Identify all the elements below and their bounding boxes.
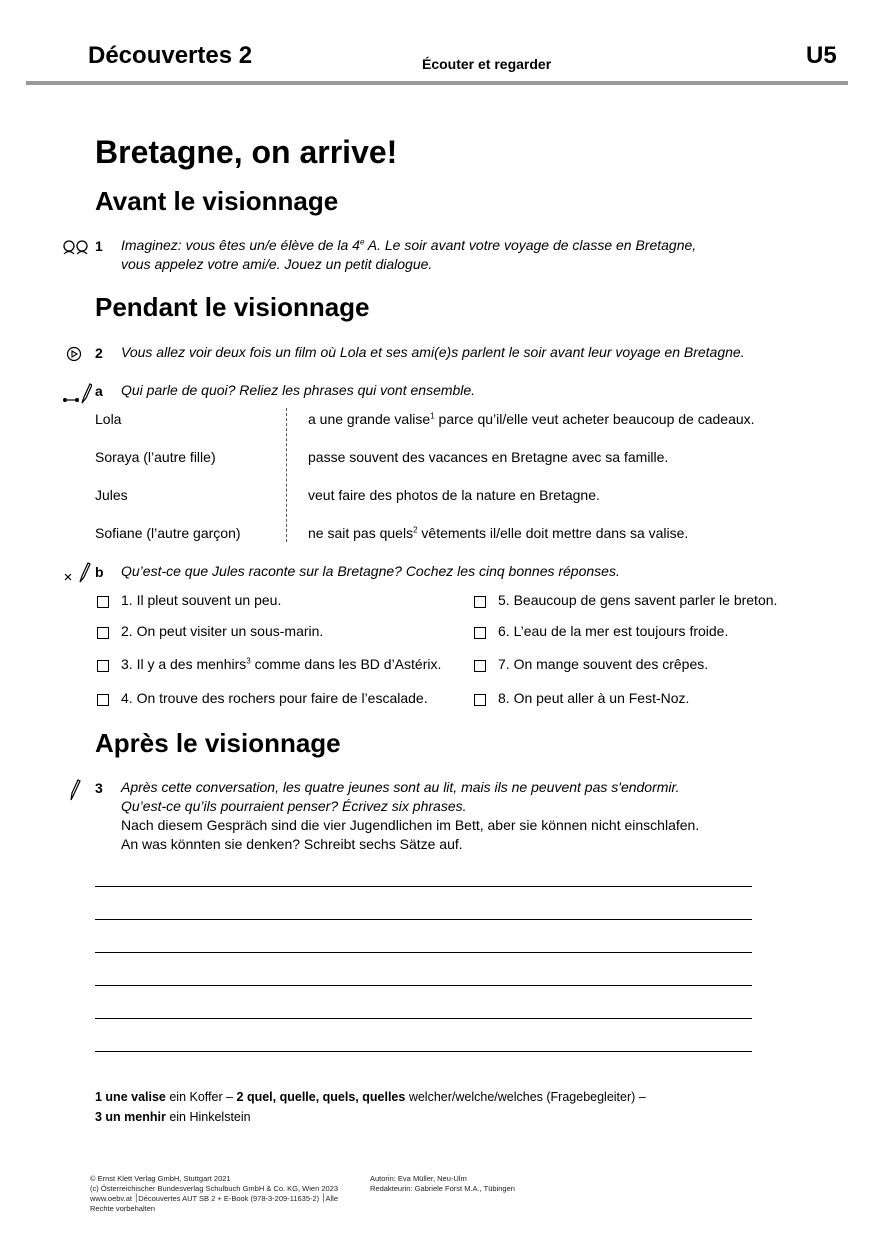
match-phrase: a une grande valise$^1$ parce qu’il/elle veut acheter beaucoup de cadeaux. xyxy=(308,411,755,427)
answer-option: 5. Beaucoup de gens savent parler le breton. xyxy=(498,592,778,608)
answer-checkbox[interactable] xyxy=(97,694,109,706)
answer-writing-line[interactable] xyxy=(95,985,752,986)
exercise-2a-instruction: Qui parle de quoi? Reliez les phrases qui vont ensemble. xyxy=(121,382,476,398)
answer-option: 7. On mange souvent des crêpes. xyxy=(498,656,709,672)
page-title: Bretagne, on arrive! xyxy=(95,134,398,170)
connect-pencil-icon xyxy=(62,381,92,405)
match-name: Lola xyxy=(95,411,122,427)
pencil-icon xyxy=(68,778,82,802)
answer-checkbox[interactable] xyxy=(474,660,486,672)
answer-option: 2. On peut visiter un sous-marin. xyxy=(121,623,324,639)
answer-option: 6. L’eau de la mer est toujours froide. xyxy=(498,623,729,639)
footnotes-line-1: 1 une valise ein Koffer – 2 quel, quelle, quels, quelles welcher/welche/welches (Fragebegleiter) – xyxy=(95,1090,646,1104)
answer-option: 1. Il pleut souvent un peu. xyxy=(121,592,282,608)
tick-pencil-icon xyxy=(62,562,92,584)
exercise-number-1: 1 xyxy=(95,238,103,254)
answer-checkbox[interactable] xyxy=(474,694,486,706)
dashed-divider xyxy=(286,408,287,542)
header-title: Découvertes 2 xyxy=(88,42,253,69)
exercise-2b-instruction: Qu’est-ce que Jules raconte sur la Bretagne? Cochez les cinq bonnes réponses. xyxy=(121,563,620,579)
exercise-2b-letter: b xyxy=(95,564,104,580)
match-phrase: veut faire des photos de la nature en Bretagne. xyxy=(308,487,600,503)
footnotes-line-2: 3 un menhir ein Hinkelstein xyxy=(95,1110,251,1124)
match-name: Jules xyxy=(95,487,128,503)
match-name: Soraya (l’autre fille) xyxy=(95,449,216,465)
header-subtitle: Écouter et regarder xyxy=(422,56,552,72)
answer-writing-line[interactable] xyxy=(95,919,752,920)
section-heading-apres: Après le visionnage xyxy=(95,728,341,758)
exercise-2a-letter: a xyxy=(95,383,103,399)
answer-checkbox[interactable] xyxy=(97,596,109,608)
answer-writing-line[interactable] xyxy=(95,1018,752,1019)
exercise-number-2: 2 xyxy=(95,345,103,361)
author-credits: Autorin: Eva Müller, Neu-Ulm Redakteurin: Gabriele Forst M.A., Tübingen xyxy=(370,1174,515,1193)
exercise-3-instruction-de: Nach diesem Gespräch sind die vier Jugendlichen im Bett, aber sie können nicht einschlafen. An was könnten sie denken? Schreibt sechs Sätze auf. xyxy=(121,817,700,852)
exercise-3-instruction-fr: Après cette conversation, les quatre jeunes sont au lit, mais ils ne peuvent pas s'endormir. Qu’est-ce qu’ils pourraient penser? Écrivez six phrases. xyxy=(121,779,680,814)
answer-checkbox[interactable] xyxy=(97,627,109,639)
answer-option: 3. Il y a des menhirs$^3$ comme dans les BD d’Astérix. xyxy=(121,656,442,672)
exercise-1-instruction: Imaginez: vous êtes un/e élève de la 4e A. Le soir avant votre voyage de classe en Bretagne, vous appelez votre ami/e. Jouez un petit dialogue. xyxy=(121,237,697,272)
match-phrase: passe souvent des vacances en Bretagne avec sa famille. xyxy=(308,449,669,465)
answer-writing-line[interactable] xyxy=(95,1051,752,1052)
video-play-icon xyxy=(66,346,82,362)
exercise-number-3: 3 xyxy=(95,780,103,796)
header-divider xyxy=(26,81,848,85)
exercise-2-instruction: Vous allez voir deux fois un film où Lola et ses ami(e)s parlent le soir avant leur voyage en Bretagne. xyxy=(121,344,745,360)
copyright-notice: © Ernst Klett Verlag GmbH, Stuttgart 2021 (c) Österreichischer Bundesverlag Schulbuch GmbH & Co. KG, Wien 2023 www.oebv.at ׀Découvertes AUT SB 2 + E-Book (978-3-209-11635-2) ׀Alle Rechte vorbehalten xyxy=(90,1174,339,1213)
section-heading-pendant: Pendant le visionnage xyxy=(95,292,370,322)
match-name: Sofiane (l’autre garçon) xyxy=(95,525,241,541)
unit-label: U5 xyxy=(806,42,837,69)
match-phrase: ne sait pas quels$^2$ vêtements il/elle doit mettre dans sa valise. xyxy=(308,525,689,541)
answer-checkbox[interactable] xyxy=(474,627,486,639)
pair-work-icon xyxy=(62,239,90,255)
answer-writing-line[interactable] xyxy=(95,886,752,887)
answer-checkbox[interactable] xyxy=(474,596,486,608)
answer-checkbox[interactable] xyxy=(97,660,109,672)
answer-writing-line[interactable] xyxy=(95,952,752,953)
section-heading-avant: Avant le visionnage xyxy=(95,186,339,216)
answer-option: 8. On peut aller à un Fest-Noz. xyxy=(498,690,690,706)
answer-option: 4. On trouve des rochers pour faire de l’escalade. xyxy=(121,690,428,706)
